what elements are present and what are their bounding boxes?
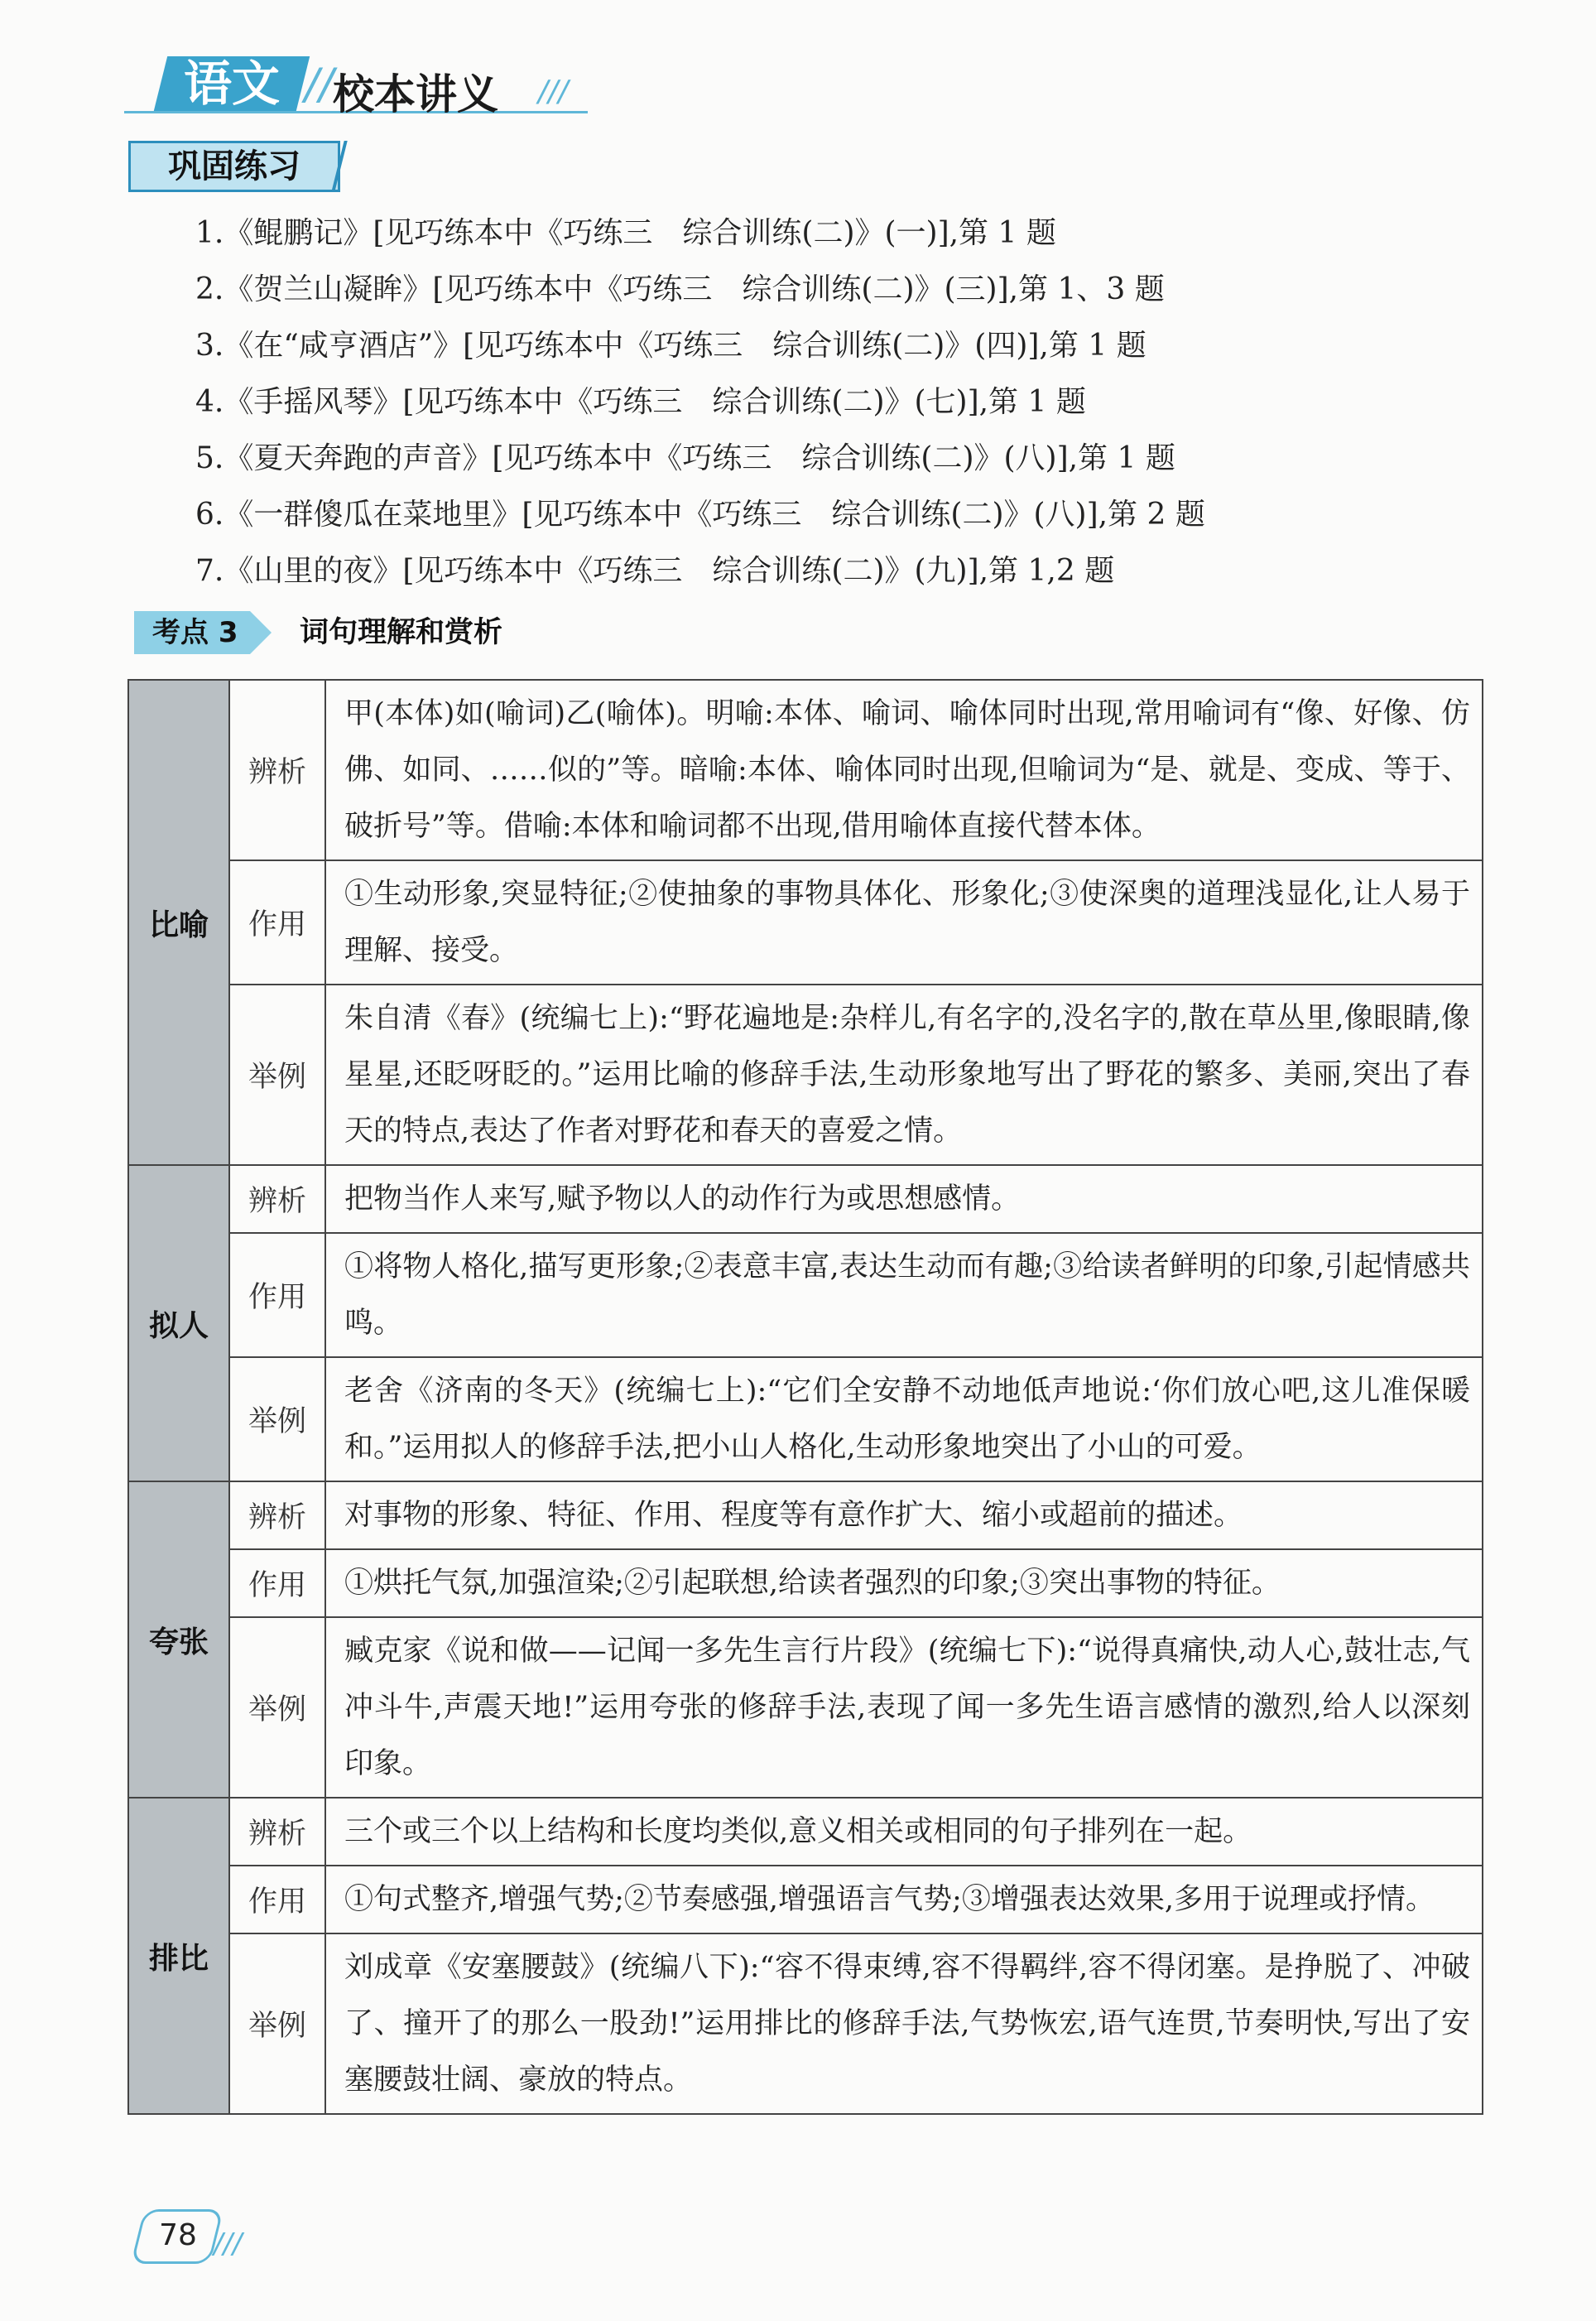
table-row — [128, 1617, 1483, 1798]
category-kuazhang: 夸张 — [128, 1481, 229, 1798]
row-label-example: 举例 — [229, 1357, 325, 1481]
niren-example: 老舍《济南的冬天》(统编七上):“它们全安静不动地低声地说:‘你们放心吧,这儿准保暖和。”运用拟人的修辞手法,把小山人格化,生动形象地突出了小山的可爱。 — [325, 1357, 1483, 1481]
biyu-example: 朱自清《春》(统编七上):“野花遍地是:杂样儿,有名字的,没名字的,散在草丛里,像眼睛,像星星,还眨呀眨的。”运用比喻的修辞手法,生动形象地写出了野花的繁多、美丽,突出了春天的特点,表达了作者对野花和春天的喜爱之情。 — [325, 985, 1483, 1165]
niren-analysis: 把物当作人来写,赋予物以人的动作行为或思想感情。 — [325, 1165, 1483, 1233]
exercise-item: 6.《一群傻瓜在菜地里》[见巧练本中《巧练三 综合训练(二)》(八)],第 2 题 — [195, 498, 1205, 532]
paibi-example: 刘成章《安塞腰鼓》(统编八下):“容不得束缚,容不得羁绊,容不得闭塞。是挣脱了、冲破了、撞开了的那么一股劲!”运用排比的修辞手法,气势恢宏,语气连贯,节奏明快,写出了安塞腰鼓壮阔、豪放的特点。 — [325, 1933, 1483, 2114]
row-label-effect: 作用 — [229, 1233, 325, 1357]
row-label-example: 举例 — [229, 985, 325, 1165]
table-row — [128, 1866, 1483, 1933]
table-row — [128, 1357, 1483, 1481]
row-label-effect: 作用 — [229, 1549, 325, 1617]
row-label-example: 举例 — [229, 1933, 325, 2114]
row-label-analysis: 辨析 — [229, 680, 325, 860]
row-label-example: 举例 — [229, 1617, 325, 1798]
category-paibi: 排比 — [128, 1798, 229, 2114]
footer-slashes-decoration: /// — [214, 2227, 243, 2261]
page-header — [124, 51, 588, 118]
header-slashes-decoration: // — [305, 60, 334, 109]
section-title: 巩固练习 — [128, 141, 340, 192]
rhetoric-table — [127, 679, 1483, 2115]
biyu-effect: ①生动形象,突显特征;②使抽象的事物具体化、形象化;③使深奥的道理浅显化,让人易于理解、接受。 — [325, 860, 1483, 985]
kuazhang-analysis: 对事物的形象、特征、作用、程度等有意作扩大、缩小或超前的描述。 — [325, 1481, 1483, 1549]
table-row — [128, 1481, 1483, 1549]
exercise-item: 5.《夏天奔跑的声音》[见巧练本中《巧练三 综合训练(二)》(八)],第 1 题 — [195, 441, 1175, 475]
category-niren: 拟人 — [128, 1165, 229, 1481]
paibi-effect: ①句式整齐,增强气势;②节奏感强,增强语言气势;③增强表达效果,多用于说理或抒情。 — [325, 1866, 1483, 1933]
kaodian-badge: 考点 3 — [134, 611, 250, 654]
exercise-item: 1.《鲲鹏记》[见巧练本中《巧练三 综合训练(二)》(一)],第 1 题 — [195, 216, 1056, 250]
row-label-analysis: 辨析 — [229, 1798, 325, 1866]
table-row — [128, 680, 1483, 860]
biyu-analysis: 甲(本体)如(喻词)乙(喻体)。明喻:本体、喻词、喻体同时出现,常用喻词有“像、好像、仿佛、如同、……似的”等。暗喻:本体、喻体同时出现,但喻词为“是、就是、变成、等于、破折号”等。借喻:本体和喻词都不出现,借用喻体直接代替本体。 — [325, 680, 1483, 860]
table-row — [128, 860, 1483, 985]
row-label-analysis: 辨析 — [229, 1481, 325, 1549]
subject-label: 语文 — [184, 55, 281, 112]
paibi-analysis: 三个或三个以上结构和长度均类似,意义相关或相同的句子排列在一起。 — [325, 1798, 1483, 1866]
exercise-item: 7.《山里的夜》[见巧练本中《巧练三 综合训练(二)》(九)],第 1,2 题 — [195, 554, 1115, 588]
row-label-analysis: 辨析 — [229, 1165, 325, 1233]
exercise-item: 3.《在“咸亨酒店”》[见巧练本中《巧练三 综合训练(二)》(四)],第 1 题 — [195, 329, 1147, 363]
table-row — [128, 1549, 1483, 1617]
row-label-effect: 作用 — [229, 860, 325, 985]
book-title: 校本讲义 — [333, 70, 498, 118]
exercise-item: 4.《手摇风琴》[见巧练本中《巧练三 综合训练(二)》(七)],第 1 题 — [195, 385, 1086, 419]
category-biyu: 比喻 — [128, 680, 229, 1165]
table-row — [128, 1933, 1483, 2114]
page-number: 78 — [142, 2209, 214, 2262]
subject-badge — [154, 56, 310, 111]
exercise-item: 2.《贺兰山凝眸》[见巧练本中《巧练三 综合训练(二)》(三)],第 1、3 题 — [195, 272, 1165, 306]
table-row — [128, 1798, 1483, 1866]
niren-effect: ①将物人格化,描写更形象;②表意丰富,表达生动而有趣;③给读者鲜明的印象,引起情感共鸣。 — [325, 1233, 1483, 1357]
header-slashes-decoration-end: /// — [538, 75, 569, 108]
kaodian-title: 词句理解和赏析 — [300, 616, 503, 649]
table-row — [128, 1233, 1483, 1357]
kuazhang-example: 臧克家《说和做——记闻一多先生言行片段》(统编七下):“说得真痛快,动人心,鼓壮志,气冲斗牛,声震天地!”运用夸张的修辞手法,表现了闻一多先生语言感情的激烈,给人以深刻印象。 — [325, 1617, 1483, 1798]
exercise-list — [195, 205, 1205, 600]
table-row — [128, 985, 1483, 1165]
kuazhang-effect: ①烘托气氛,加强渲染;②引起联想,给读者强烈的印象;③突出事物的特征。 — [325, 1549, 1483, 1617]
table-row — [128, 1165, 1483, 1233]
row-label-effect: 作用 — [229, 1866, 325, 1933]
